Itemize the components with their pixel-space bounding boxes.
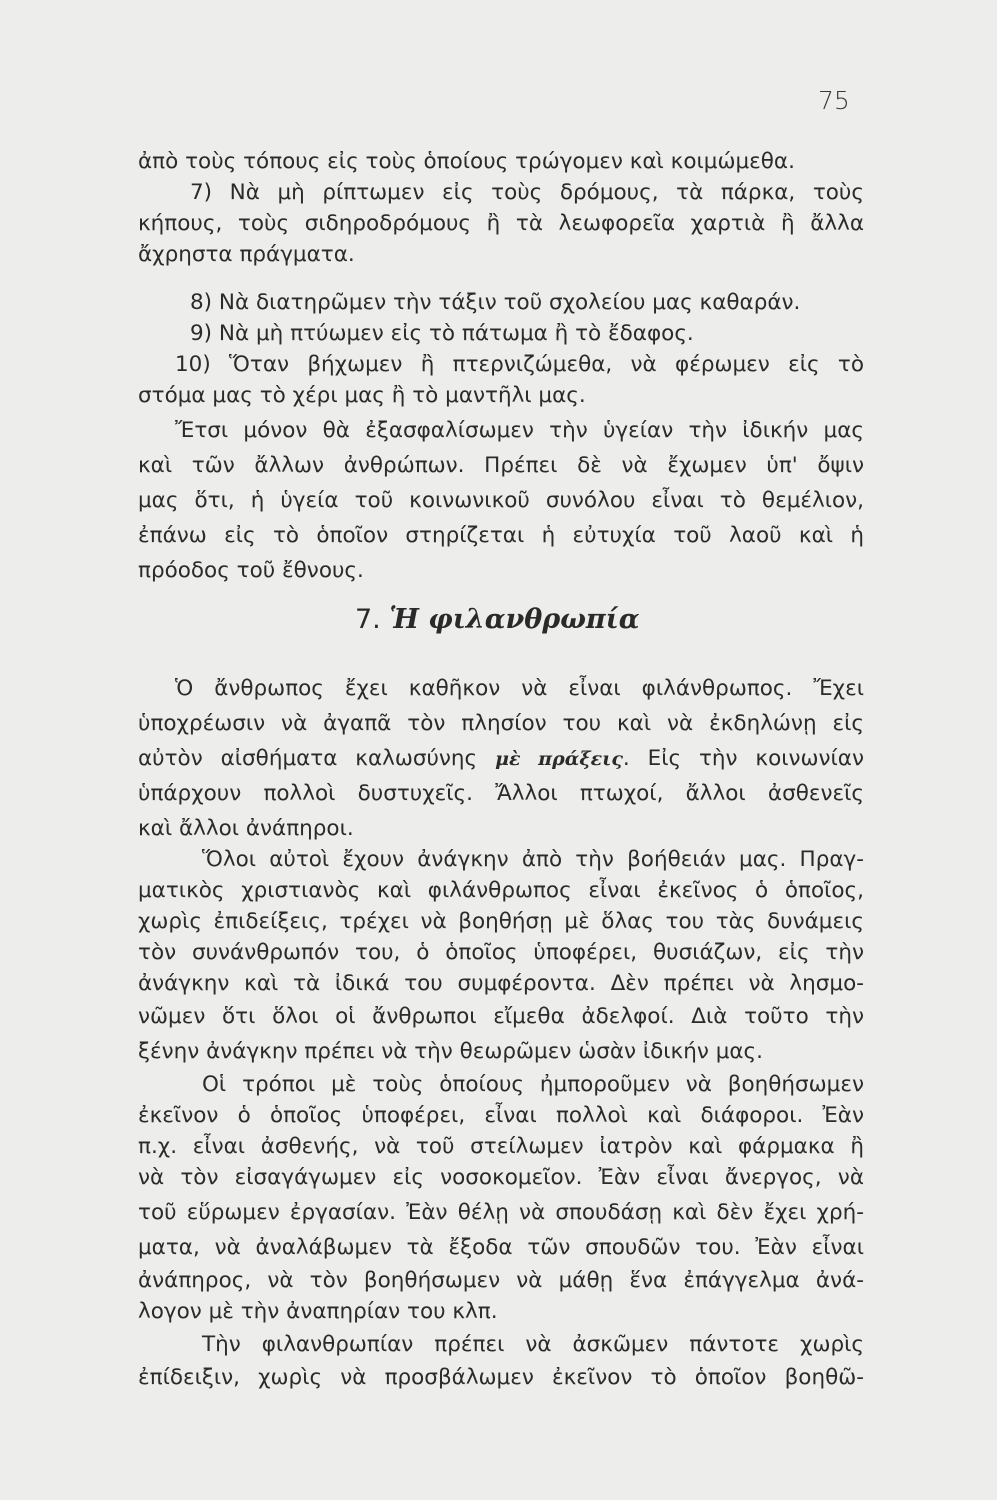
text-line: ἐπάνω εἰς τὸ ὁποῖον στηρίζεται ἡ εὐτυχία τοῦ λαοῦ καὶ ἡ <box>138 523 864 548</box>
text-line: π.χ. εἶναι ἀσθενής, νὰ τοῦ στείλωμεν ἰατρὸν καὶ φάρμακα ἢ <box>138 1134 864 1159</box>
text-line: Ὁ ἄνθρωπος ἔχει καθῆκον νὰ εἶναι φιλάνθρωπος. Ἔχει <box>175 676 864 701</box>
text-line: ξένην ἀνάγκην πρέπει νὰ τὴν θεωρῶμεν ὡσὰν ἰδικήν μας. <box>138 1039 764 1064</box>
text-line: καὶ τῶν ἄλλων ἀνθρώπων. Πρέπει δὲ νὰ ἔχωμεν ὑπ' ὄψιν <box>138 453 864 478</box>
text-line: Τὴν φιλανθρωπίαν πρέπει νὰ ἀσκῶμεν πάντοτε χωρὶς <box>202 1332 864 1357</box>
text-line: 7) Νὰ μὴ ρίπτωμεν εἰς τοὺς δρόμους, τὰ πάρκα, τοὺς <box>190 180 864 205</box>
text-line: ὑποχρέωσιν νὰ ἀγαπᾶ τὸν πλησίον του καὶ νὰ ἐκδηλώνῃ εἰς <box>138 711 864 736</box>
text-line: Ὅλοι αὐτοὶ ἔχουν ἀνάγκην ἀπὸ τὴν βοήθειάν μας. Πραγ- <box>202 847 864 872</box>
text-line: καὶ ἄλλοι ἀνάπηροι. <box>138 816 354 841</box>
text-line: ἀνάγκην καὶ τὰ ἰδικά του συμφέροντα. Δὲν πρέπει νὰ λησμο- <box>138 971 864 996</box>
section-number: 7. <box>355 604 381 635</box>
text-line: ὑπάρχουν πολλοὶ δυστυχεῖς. Ἄλλοι πτωχοί, ἄλλοι ἀσθενεῖς <box>138 781 864 806</box>
text-line: στόμα μας τὸ χέρι μας ἢ τὸ μαντῆλι μας. <box>138 383 586 408</box>
text-line <box>138 743 864 775</box>
text-line: ἀπὸ τοὺς τόπους εἰς τοὺς ὁποίους τρώγομεν καὶ κοιμώμεθα. <box>138 149 795 174</box>
text-segment: αὐτὸν αἰσθήματα καλωσύνης <box>138 746 478 771</box>
text-line: Ἔτσι μόνον θὰ ἐξασφαλίσωμεν τὴν ὑγείαν τὴν ἰδικήν μας <box>175 418 864 443</box>
text-line: Οἱ τρόποι μὲ τοὺς ὁποίους ἠμποροῦμεν νὰ βοηθήσωμεν <box>202 1072 864 1097</box>
text-line: κήπους, τοὺς σιδηροδρόμους ἢ τὰ λεωφορεῖα χαρτιὰ ἢ ἄλλα <box>138 211 864 236</box>
text-line: ἐπίδειξιν, χωρὶς νὰ προσβάλωμεν ἐκεῖνον τὸ ὁποῖον βοηθῶ- <box>138 1365 864 1390</box>
text-line: τὸν συνάνθρωπόν του, ὁ ὁποῖος ὑποφέρει, θυσιάζων, εἰς τὴν <box>138 940 864 965</box>
text-line: ἀνάπηρος, νὰ τὸν βοηθήσωμεν νὰ μάθῃ ἕνα ἐπάγγελμα ἀνά- <box>138 1268 864 1293</box>
text-line: ἄχρηστα πράγματα. <box>138 242 355 267</box>
text-line: 10) Ὅταν βήχωμεν ἢ πτερνιζώμεθα, νὰ φέρωμεν εἰς τὸ <box>175 352 864 377</box>
text-line: χωρὶς ἐπιδείξεις, τρέχει νὰ βοηθήσῃ μὲ ὅλας του τὰς δυνάμεις <box>138 909 864 934</box>
section-heading <box>355 604 640 635</box>
text-line: ματικὸς χριστιανὸς καὶ φιλάνθρωπος εἶναι ἐκεῖνος ὁ ὁποῖος, <box>138 878 864 903</box>
text-line: νὰ τὸν εἰσαγάγωμεν εἰς νοσοκομεῖον. Ἐὰν εἶναι ἄνεργος, νὰ <box>138 1165 864 1190</box>
text-line: μας ὅτι, ἡ ὑγεία τοῦ κοινωνικοῦ συνόλου εἶναι τὸ θεμέλιον, <box>138 488 864 513</box>
section-title: Ἡ φιλανθρωπία <box>389 604 640 635</box>
text-line: ἐκεῖνον ὁ ὁποῖος ὑποφέρει, εἶναι πολλοὶ καὶ διάφοροι. Ἐὰν <box>138 1103 864 1128</box>
text-line: νῶμεν ὅτι ὅλοι οἱ ἄνθρωποι εἴμεθα ἀδελφοί. Διὰ τοῦτο τὴν <box>138 1004 864 1029</box>
text-line: τοῦ εὕρωμεν ἐργασίαν. Ἐὰν θέλῃ νὰ σπουδάσῃ καὶ δὲν ἔχει χρή- <box>138 1200 864 1225</box>
emphasized-phrase: μὲ πράξεις <box>495 748 623 770</box>
text-line: ματα, νὰ ἀναλάβωμεν τὰ ἔξοδα τῶν σπουδῶν του. Ἐὰν εἶναι <box>138 1235 864 1260</box>
text-segment: . Εἰς τὴν κοινωνίαν <box>622 746 864 771</box>
text-line: 9) Νὰ μὴ πτύωμεν εἰς τὸ πάτωμα ἢ τὸ ἔδαφος. <box>190 321 694 346</box>
page-number: 75 <box>818 86 850 115</box>
text-line: 8) Νὰ διατηρῶμεν τὴν τάξιν τοῦ σχολείου μας καθαράν. <box>190 290 801 315</box>
text-line: πρόοδος τοῦ ἔθνους. <box>138 558 364 583</box>
text-line: λογον μὲ τὴν ἀναπηρίαν του κλπ. <box>138 1299 498 1324</box>
